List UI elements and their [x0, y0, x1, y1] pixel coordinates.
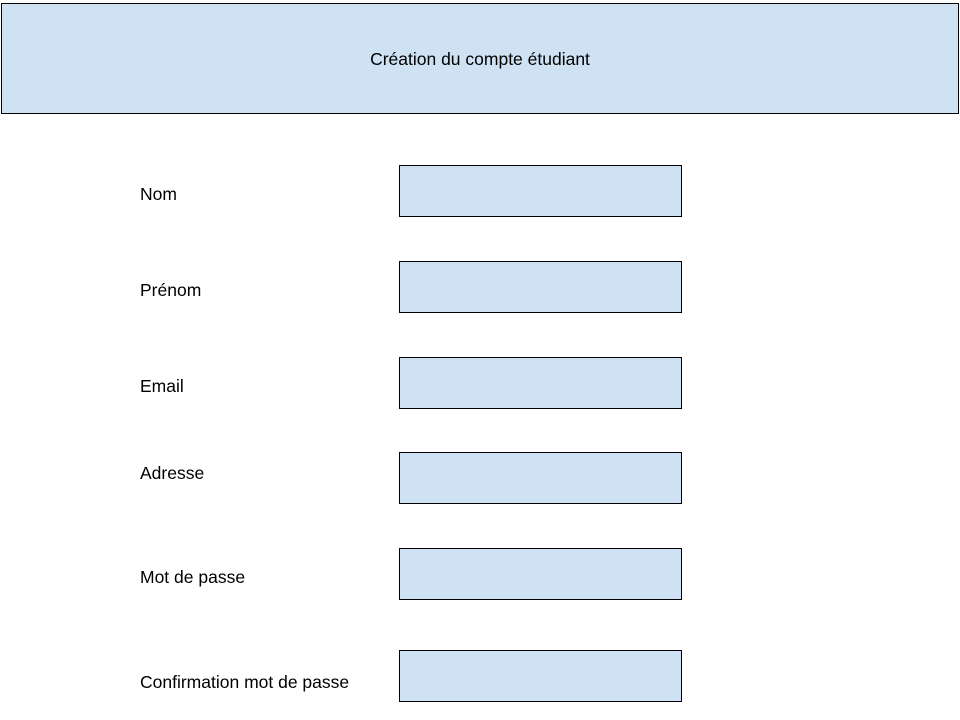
password-confirm-label: Confirmation mot de passe	[140, 672, 350, 692]
page-header	[1, 3, 959, 114]
adresse-label: Adresse	[140, 463, 205, 483]
password-label: Mot de passe	[140, 567, 246, 587]
adresse-input[interactable]	[399, 452, 682, 504]
prenom-label: Prénom	[140, 280, 202, 300]
nom-label: Nom	[140, 184, 177, 204]
email-input[interactable]	[399, 357, 682, 409]
nom-input[interactable]	[399, 165, 682, 217]
password-confirm-input[interactable]	[399, 650, 682, 702]
password-input[interactable]	[399, 548, 682, 600]
email-label: Email	[140, 376, 184, 396]
prenom-input[interactable]	[399, 261, 682, 313]
page-title: Création du compte étudiant	[370, 48, 590, 69]
